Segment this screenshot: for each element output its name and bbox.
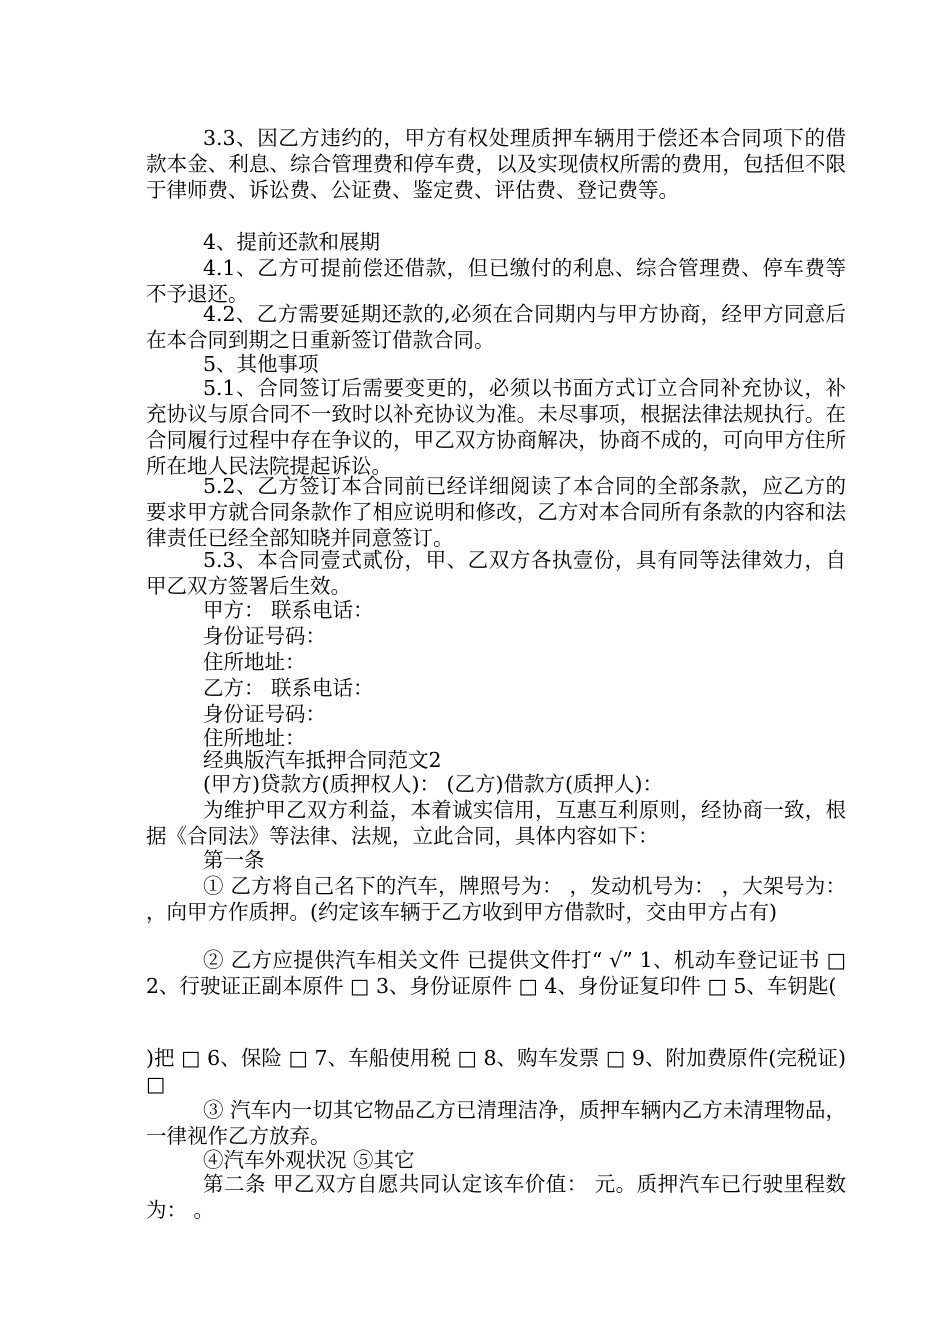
clause-5-1: 5.1、合同签订后需要变更的，必须以书面方式订立合同补充协议，补充协议与原合同不一致时以补充协议为准。未尽事项，根据法律法规执行。在合同履行过程中存在争议的，甲乙双方协商解决，协商不成的，可向甲方住所所在地人民法院提起诉讼。 xyxy=(146,376,846,478)
party-a-address: 住所地址： xyxy=(203,650,306,674)
heading-5: 5、其他事项 xyxy=(203,352,319,376)
clause-4-2: 4.2、乙方需要延期还款的,必须在合同期内与甲方协商，经甲方同意后在本合同到期之日重新签订借款合同。 xyxy=(146,302,846,352)
party-b-phone: 乙方： 联系电话： xyxy=(203,676,374,700)
article-1-clause-1: ① 乙方将自己名下的汽车，牌照号为： ，发动机号为： ，大架号为： ，向甲方作质押。(约定该车辆于乙方收到甲方借款时，交由甲方占有) xyxy=(146,874,846,924)
party-b-address: 住所地址： xyxy=(203,726,306,750)
clause-5-3: 5.3、本合同壹式贰份，甲、乙双方各执壹份，具有同等法律效力，自甲乙双方签署后生效。 xyxy=(146,548,846,598)
article-1-clause-2-part1: ② 乙方应提供汽车相关文件 已提供文件打“ √” 1、机动车登记证书 □ 2、行驶证正副本原件 □ 3、身份证原件 □ 4、身份证复印件 □ 5、车钥匙( xyxy=(146,948,846,998)
parties-line: (甲方)贷款方(质押权人)： (乙方)借款方(质押人)： xyxy=(203,772,663,796)
party-b-id: 身份证号码： xyxy=(203,702,326,726)
article-1-clause-2-part2: )把 □ 6、保险 □ 7、车船使用税 □ 8、购车发票 □ 9、附加费原件(完税证) □ xyxy=(146,1046,846,1096)
article-1-clause-3: ③ 汽车内一切其它物品乙方已清理洁净，质押车辆内乙方未清理物品，一律视作乙方放弃。 xyxy=(146,1098,846,1148)
clause-3-3: 3.3、因乙方违约的，甲方有权处理质押车辆用于偿还本合同项下的借款本金、利息、综合管理费和停车费，以及实现债权所需的费用，包括但不限于律师费、诉讼费、公证费、鉴定费、评估费、登记费等。 xyxy=(146,126,846,202)
clause-5-2: 5.2、乙方签订本合同前已经详细阅读了本合同的全部条款，应乙方的要求甲方就合同条款作了相应说明和修改，乙方对本合同所有条款的内容和法律责任已经全部知晓并同意签订。 xyxy=(146,474,846,550)
article-2: 第二条 甲乙双方自愿共同认定该车价值： 元。质押汽车已行驶里程数为： 。 xyxy=(146,1172,846,1222)
clause-4-1: 4.1、乙方可提前偿还借款，但已缴付的利息、综合管理费、停车费等不予退还。 xyxy=(146,256,846,306)
contract-title-2: 经典版汽车抵押合同范文2 xyxy=(203,748,442,772)
article-1-clause-4-5: ④汽车外观状况 ⑤其它 xyxy=(203,1148,415,1172)
heading-4: 4、提前还款和展期 xyxy=(203,230,381,254)
party-a-id: 身份证号码： xyxy=(203,624,326,648)
intro-paragraph: 为维护甲乙双方利益，本着诚实信用，互惠互利原则，经协商一致，根据《合同法》等法律、法规，立此合同，具体内容如下： xyxy=(146,798,846,848)
article-1-heading: 第一条 xyxy=(203,848,265,872)
party-a-phone: 甲方： 联系电话： xyxy=(203,598,374,622)
